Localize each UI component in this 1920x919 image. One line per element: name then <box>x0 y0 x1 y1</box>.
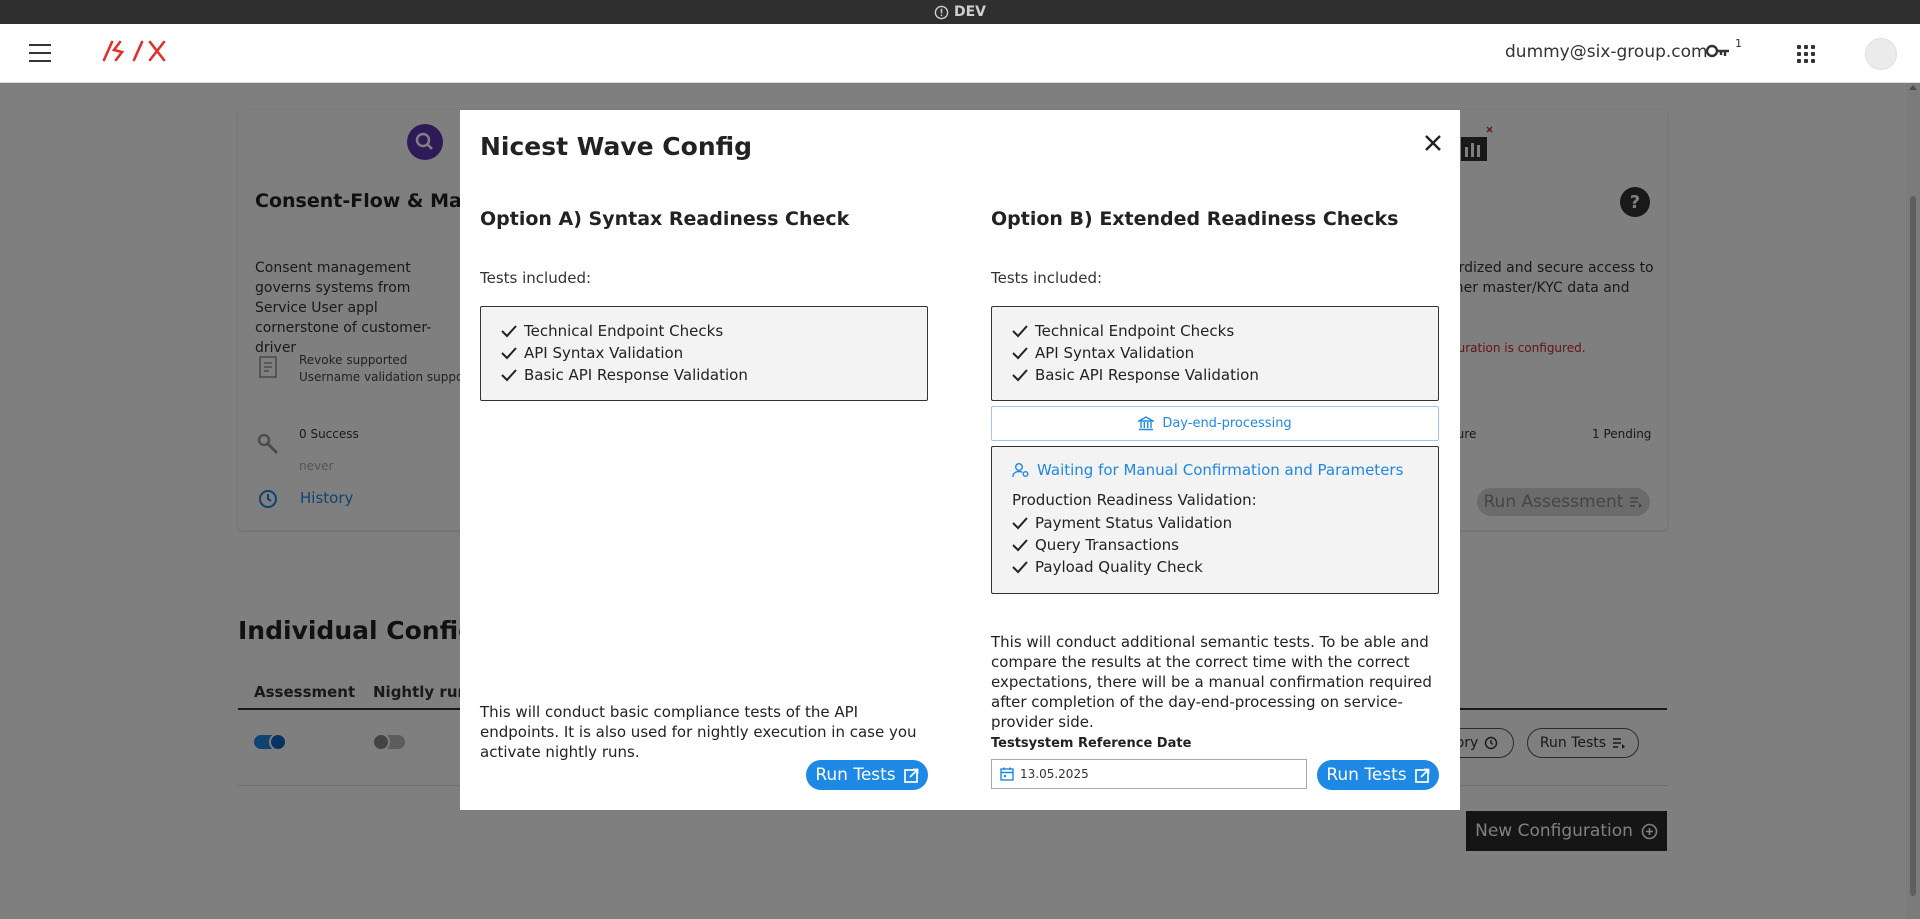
manual-confirmation-box <box>991 446 1439 594</box>
list-item: Basic API Response Validation <box>1012 364 1418 386</box>
check-icon <box>1012 346 1028 360</box>
modal-title: Nicest Wave Config <box>480 132 753 161</box>
app-header <box>0 24 1920 83</box>
environment-label: DEV <box>953 4 987 20</box>
option-a-run-tests-button[interactable] <box>806 760 928 790</box>
check-icon <box>1012 368 1028 382</box>
list-item: API Syntax Validation <box>1012 342 1418 364</box>
key-icon[interactable] <box>1705 41 1731 61</box>
option-a-tests-box <box>480 306 928 401</box>
check-icon <box>1012 324 1028 338</box>
check-icon <box>501 324 517 338</box>
list-item: Payment Status Validation <box>1012 512 1418 534</box>
day-end-processing-label: Day-end-processing <box>1162 416 1292 431</box>
user-settings-icon <box>1012 462 1030 478</box>
info-icon <box>934 5 949 20</box>
six-logo[interactable] <box>98 40 170 62</box>
option-a-run-tests-label: Run Tests <box>815 765 896 785</box>
list-item: Technical Endpoint Checks <box>501 320 907 342</box>
waiting-label: Waiting for Manual Confirmation and Parameters <box>1037 461 1404 479</box>
bank-icon <box>1138 416 1154 431</box>
production-readiness-label: Production Readiness Validation: <box>1012 491 1257 509</box>
check-icon <box>501 346 517 360</box>
list-item: Basic API Response Validation <box>501 364 907 386</box>
reference-date-label: Testsystem Reference Date <box>991 736 1192 751</box>
reference-date-field[interactable] <box>991 759 1307 789</box>
option-b-tests-box <box>991 306 1439 401</box>
option-a-tests-label: Tests included: <box>480 269 592 287</box>
avatar[interactable] <box>1865 38 1897 70</box>
day-end-processing-indicator <box>991 406 1439 441</box>
config-modal <box>460 110 1460 810</box>
check-icon <box>501 368 517 382</box>
menu-icon[interactable] <box>29 44 51 62</box>
list-item: Query Transactions <box>1012 534 1418 556</box>
option-a-description: This will conduct basic compliance tests of the API endpoints. It is also used for nightly execution in case you activate nightly runs. <box>480 703 917 761</box>
environment-bar <box>0 0 1920 24</box>
option-b-description: This will conduct additional semantic tests. To be able and compare the results at the correct time with the correct expectations, there will be a manual confirmation required after completion of the day-end-processing on service-provider side. <box>991 633 1432 731</box>
open-external-icon <box>904 768 919 783</box>
option-b-run-tests-label: Run Tests <box>1326 765 1407 785</box>
list-item: Technical Endpoint Checks <box>1012 320 1418 342</box>
calendar-icon[interactable] <box>1000 767 1014 781</box>
check-icon <box>1012 516 1028 530</box>
reference-date-input[interactable] <box>1020 767 1290 781</box>
option-b-tests-label: Tests included: <box>991 269 1103 287</box>
check-icon <box>1012 560 1028 574</box>
user-email[interactable]: dummy@six-group.com <box>1505 42 1708 62</box>
option-a-title: Option A) Syntax Readiness Check <box>480 208 850 230</box>
list-item: Payload Quality Check <box>1012 556 1418 578</box>
key-badge: 1 <box>1735 37 1742 50</box>
open-external-icon <box>1415 768 1430 783</box>
check-icon <box>1012 538 1028 552</box>
list-item: API Syntax Validation <box>501 342 907 364</box>
option-b-run-tests-button[interactable] <box>1317 760 1439 790</box>
option-b-title: Option B) Extended Readiness Checks <box>991 208 1399 230</box>
close-icon[interactable] <box>1420 130 1446 156</box>
apps-grid-icon[interactable] <box>1797 45 1815 63</box>
